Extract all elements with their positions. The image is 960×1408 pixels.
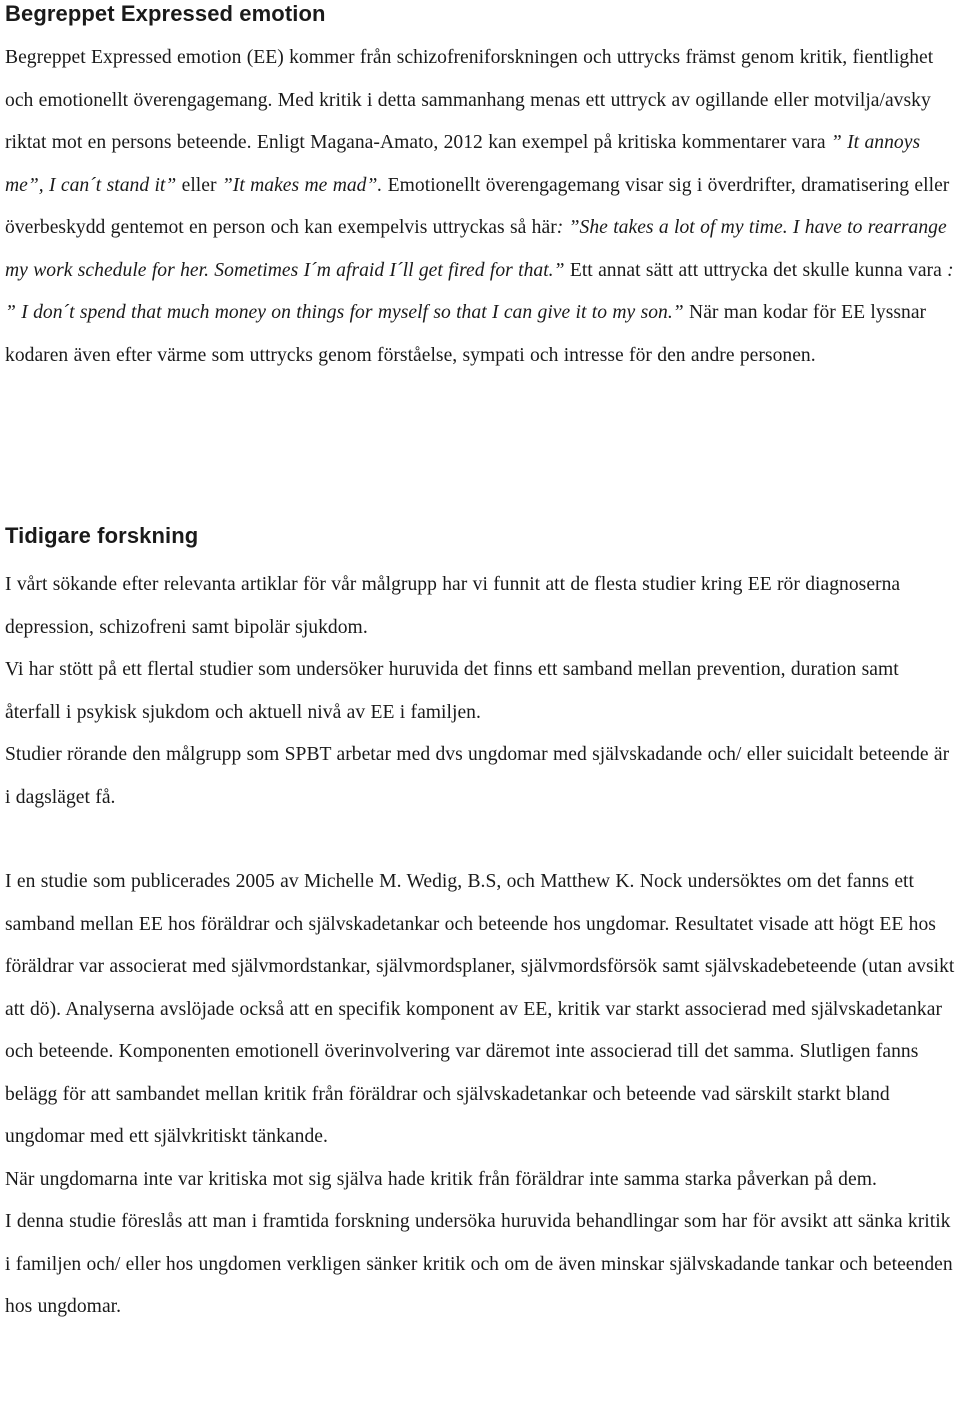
text-run: Emotionellt överengagemang visar sig i överdrifter, dramatisering eller överbeskydd gentemot en person och kan exempelvis uttryckas så här — [5, 174, 950, 238]
paragraph-research-overview — [5, 564, 955, 819]
quote-italic: ”It makes me mad”. — [221, 174, 383, 196]
sentence: I en studie som publicerades 2005 av Michelle M. Wedig, B.S, och Matthew K. Nock undersöktes om det fanns ett samband mellan EE hos föräldrar och självskadetankar och beteende hos ungdomar. Resultatet visade att högt EE hos föräldrar var associerat med självmordstankar, självmordsplaner, självmordsförsök samt självskadebeteende (utan avsikt att dö). Analyserna avslöjade också att en specifik komponent av EE, kritik var starkt associerad med självskadetankar och beteende. Komponenten emotionell överinvolvering var däremot inte associerad till det samma. Slutligen fanns belägg för att sambandet mellan kritik från föräldrar och självskadetankar och beteende vad särskilt starkt bland ungdomar med ett självkritiskt tänkande. — [5, 871, 955, 1147]
heading-tidigare-forskning: Tidigare forskning — [5, 523, 199, 548]
heading-expressed-emotion: Begreppet Expressed emotion — [5, 1, 326, 26]
sentence: Vi har stött på ett flertal studier som undersöker huruvida det finns ett samband mellan prevention, duration samt återfall i psykisk sjukdom och aktuell nivå av EE i familjen. — [5, 659, 899, 723]
paragraph-ee-definition — [5, 37, 957, 377]
sentence: Studier rörande den målgrupp som SPBT arbetar med dvs ungdomar med självskadande och/ eller suicidalt beteende är i dagsläget få. — [5, 744, 950, 808]
quote-italic: ” It annoys me”, I can´t stand it” — [5, 132, 921, 196]
quote-italic: : ”She takes a lot of my time. I have to rearrange my work schedule for her. Sometimes I´m afraid I´ll get fired for that.” — [5, 217, 947, 281]
text-run: eller — [176, 174, 222, 196]
sentence: I denna studie föreslås att man i framtida forskning undersöka huruvida behandlingar som har för avsikt att sänka kritik i familjen och/ eller hos ungdomen verkligen sänker kritik och om de även minskar självskadande tankar och beteenden hos ungdomar. — [5, 1211, 953, 1317]
text-run: När man kodar för EE lyssnar kodaren även efter värme som uttrycks genom förståelse, sympati och intresse för den andre personen. — [5, 302, 927, 366]
paragraph-wedig-nock-study — [5, 861, 960, 1329]
text-run: Ett annat sätt att uttrycka det skulle kunna vara — [564, 259, 948, 281]
sentence: I vårt sökande efter relevanta artiklar för vår målgrupp har vi funnit att de flesta studier kring EE rör diagnoserna depression, schizofreni samt bipolär sjukdom. — [5, 574, 901, 638]
text-run: Begreppet Expressed emotion (EE) kommer från schizofreniforskningen och uttrycks främst genom kritik, fientlighet och emotionellt överengagemang. Med kritik i detta sammanhang menas ett uttryck av ogillande eller motvilja/avsky riktat mot en persons beteende. Enligt Magana-Amato, 2012 kan exempel på kritiska kommentarer vara — [5, 47, 934, 153]
sentence: När ungdomarna inte var kritiska mot sig själva hade kritik från föräldrar inte samma starka påverkan på dem. — [5, 1168, 877, 1190]
quote-italic: : ” I don´t spend that much money on things for myself so that I can give it to my son.” — [5, 259, 954, 323]
